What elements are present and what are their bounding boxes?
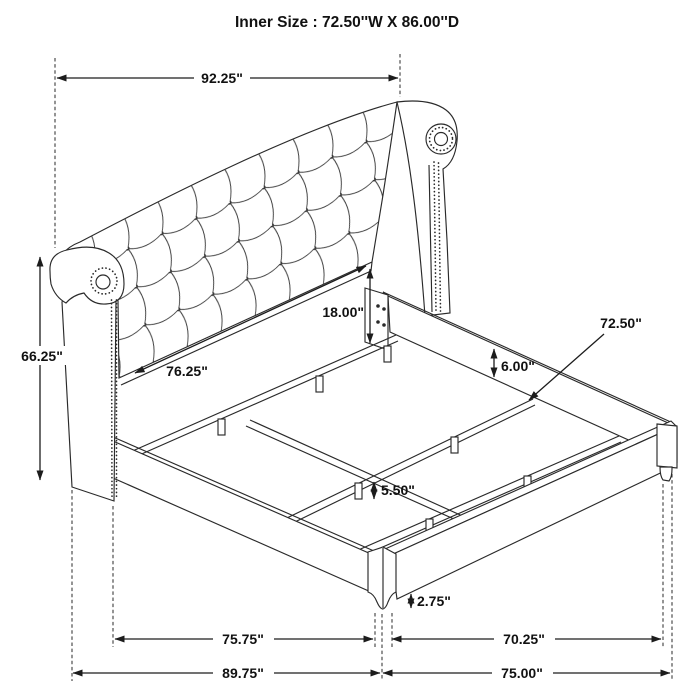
left-scroll-roll: [50, 247, 124, 304]
dim-label: 2.75": [417, 593, 451, 609]
dim-label: 70.25": [503, 631, 545, 647]
dim-label: 92.25": [201, 70, 243, 86]
dim-label: 75.00": [501, 665, 543, 681]
side-rail-front: [113, 437, 396, 609]
dim-overall-width: [57, 70, 398, 86]
foot-rail-board: [391, 426, 676, 599]
slat-leg: [316, 376, 323, 392]
left-scroll-spiral: [96, 275, 110, 289]
left-wing-face: [62, 288, 116, 501]
far-corner-leg: [660, 467, 672, 481]
dim-foot-inner-width: [392, 631, 661, 647]
right-wing: [397, 101, 457, 316]
dim-label: 76.25": [166, 363, 208, 379]
left-wing: [50, 247, 124, 501]
page-title: Inner Size : 72.50''W X 86.00''D: [234, 14, 460, 31]
foot-rail: [385, 421, 677, 599]
dim-foot-leg-height: [411, 593, 451, 609]
bracket-hole: [376, 304, 380, 308]
front-rail-board: [113, 441, 371, 592]
dim-front-rail-length: [115, 631, 373, 647]
dim-foot-outer-width: [383, 665, 670, 681]
headboard-bracket: [365, 288, 388, 350]
dim-overall-depth: [73, 665, 380, 681]
dim-center-leg-height: [374, 482, 415, 499]
slat-leg: [384, 346, 391, 362]
dim-label: 72.50": [600, 315, 642, 331]
dim-label: 66.25": [21, 348, 63, 364]
dim-label: 18.00": [322, 304, 364, 320]
slat-leg: [218, 419, 225, 435]
dim-label: 6.00": [501, 358, 535, 374]
far-corner-post: [657, 424, 677, 468]
dim-label: 89.75": [222, 665, 264, 681]
dim-label: 75.75": [222, 631, 264, 647]
front-corner-post: [368, 547, 396, 609]
dim-label: 5.50": [381, 482, 415, 498]
slat-leg: [355, 483, 362, 499]
bracket-hole: [382, 307, 386, 311]
center-rail: [246, 420, 478, 528]
slat-leg: [451, 437, 458, 453]
bracket-hole: [382, 323, 386, 327]
bracket-hole: [376, 320, 380, 324]
right-scroll-spiral: [435, 133, 448, 146]
